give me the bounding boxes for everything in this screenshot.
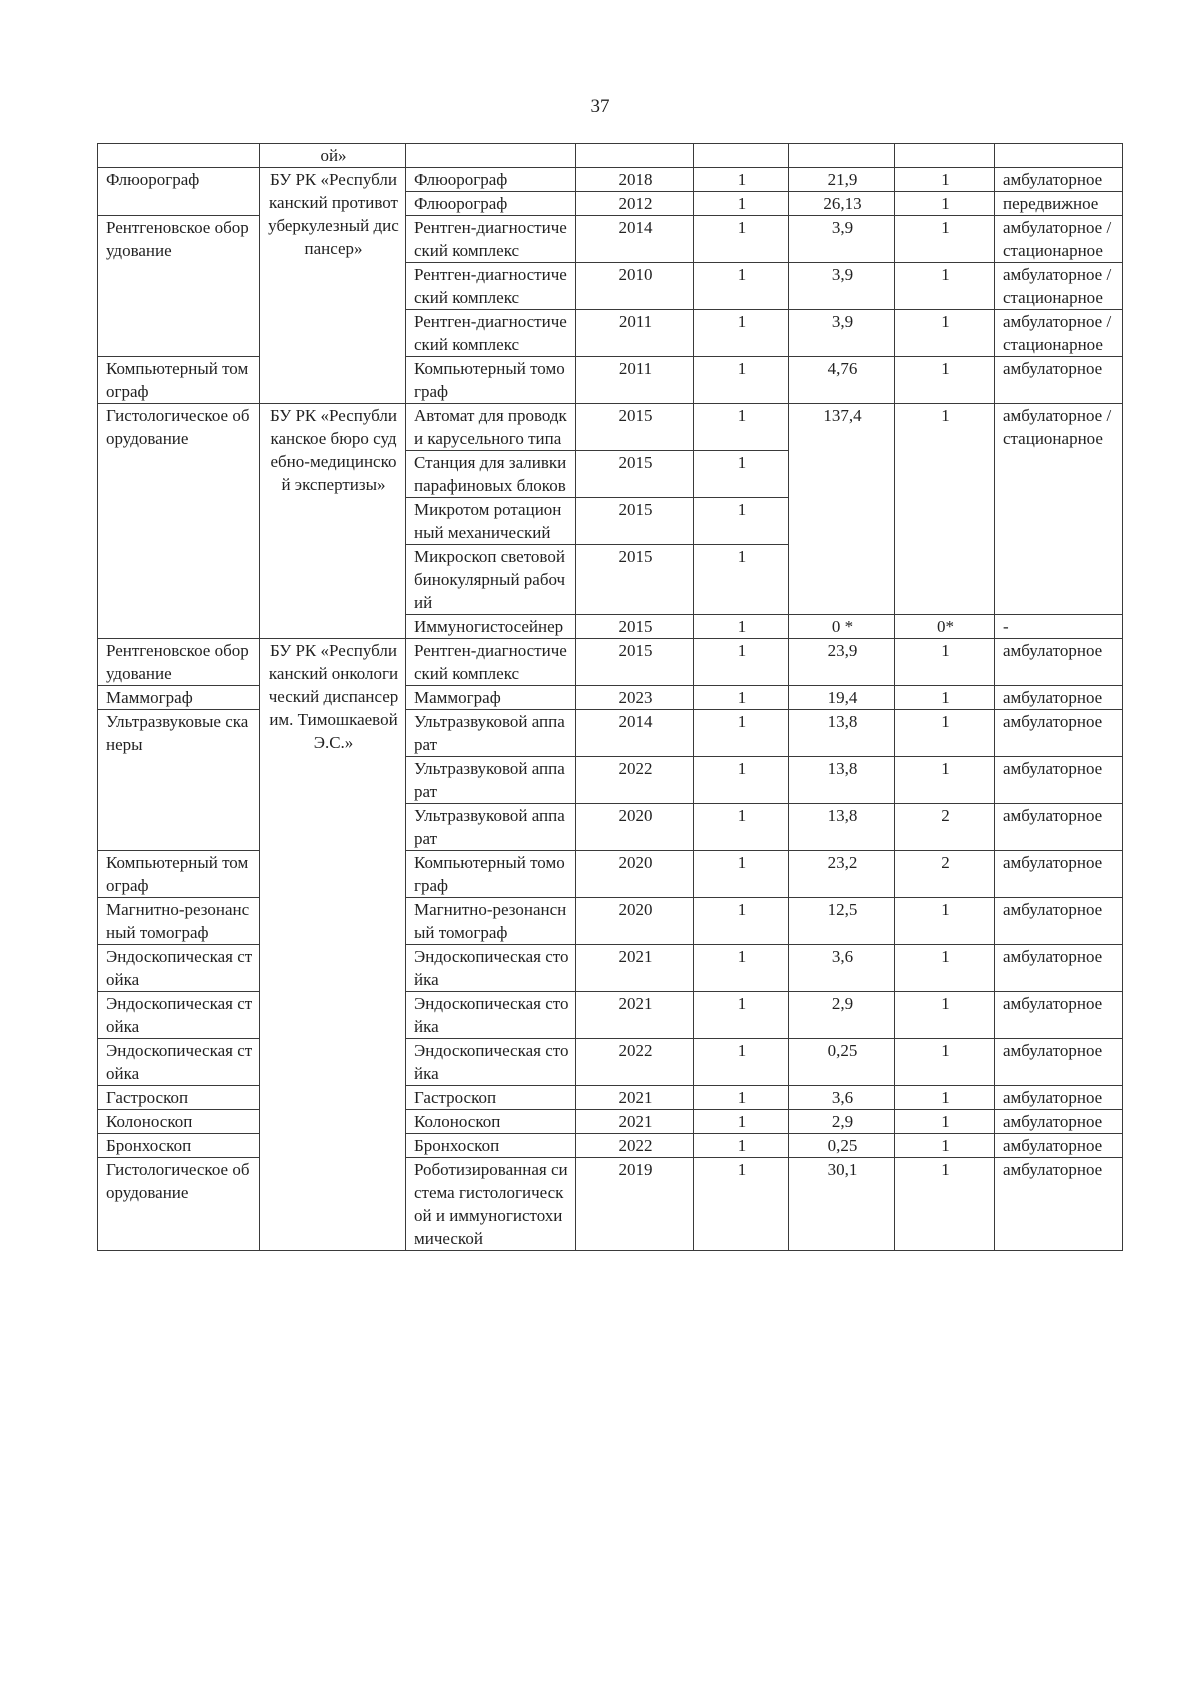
quantity-cell: 1	[694, 451, 789, 498]
quantity-cell: 1	[694, 639, 789, 686]
type-cell: амбулаторное	[995, 1134, 1123, 1158]
equipment-cell: Рентген-диагностический комплекс	[406, 639, 576, 686]
type-cell: амбулаторное	[995, 804, 1123, 851]
table-row	[98, 357, 1123, 404]
equipment-cell: Роботизированная система гистологической и иммуногистохимической	[406, 1158, 576, 1251]
wear-cell: 13,8	[789, 804, 895, 851]
load-cell	[895, 144, 995, 168]
equipment-cell: Микротом ротационный механический	[406, 498, 576, 545]
quantity-cell: 1	[694, 851, 789, 898]
type-cell: амбулаторное	[995, 639, 1123, 686]
table-row	[98, 1039, 1123, 1086]
load-cell: 1	[895, 263, 995, 310]
year-cell: 2015	[576, 639, 694, 686]
load-cell: 1	[895, 1110, 995, 1134]
category-cell: Рентгеновское оборудование	[98, 639, 260, 686]
type-cell: амбулаторное	[995, 1039, 1123, 1086]
year-cell: 2020	[576, 898, 694, 945]
load-cell: 2	[895, 851, 995, 898]
equipment-cell: Рентген-диагностический комплекс	[406, 263, 576, 310]
load-cell: 1	[895, 1086, 995, 1110]
load-cell: 1	[895, 992, 995, 1039]
equipment-cell: Ультразвуковой аппарат	[406, 710, 576, 757]
year-cell: 2019	[576, 1158, 694, 1251]
table-row	[98, 639, 1123, 686]
table-row	[98, 945, 1123, 992]
equipment-cell: Гастроскоп	[406, 1086, 576, 1110]
table-row	[98, 710, 1123, 757]
year-cell: 2010	[576, 263, 694, 310]
quantity-cell: 1	[694, 192, 789, 216]
load-cell: 2	[895, 804, 995, 851]
category-cell: Гистологическое оборудование	[98, 1158, 260, 1251]
quantity-cell: 1	[694, 898, 789, 945]
quantity-cell: 1	[694, 757, 789, 804]
load-cell: 1	[895, 710, 995, 757]
wear-cell: 2,9	[789, 992, 895, 1039]
equipment-cell: Станция для заливки парафиновых блоков	[406, 451, 576, 498]
equipment-cell: Эндоскопическая стойка	[406, 1039, 576, 1086]
load-cell: 1	[895, 945, 995, 992]
equipment-cell: Магнитно-резонансный томограф	[406, 898, 576, 945]
organization-cell: БУ РК «Республиканский онкологический диспансер им. Тимошкаевой Э.С.»	[260, 639, 406, 1251]
load-cell: 1	[895, 404, 995, 615]
year-cell: 2021	[576, 992, 694, 1039]
year-cell: 2015	[576, 451, 694, 498]
category-cell: Флюорограф	[98, 168, 260, 216]
quantity-cell	[694, 144, 789, 168]
equipment-cell: Эндоскопическая стойка	[406, 992, 576, 1039]
page-number: 37	[590, 96, 610, 117]
equipment-cell	[406, 144, 576, 168]
organization-cell: ой»	[260, 144, 406, 168]
type-cell: амбулаторное	[995, 898, 1123, 945]
category-cell	[98, 144, 260, 168]
load-cell: 1	[895, 1039, 995, 1086]
load-cell: 1	[895, 639, 995, 686]
table-row	[98, 404, 1123, 451]
type-cell: амбулаторное / стационарное	[995, 216, 1123, 263]
year-cell: 2015	[576, 545, 694, 615]
load-cell: 1	[895, 1134, 995, 1158]
category-cell: Бронхоскоп	[98, 1134, 260, 1158]
year-cell: 2011	[576, 357, 694, 404]
quantity-cell: 1	[694, 216, 789, 263]
year-cell: 2022	[576, 1039, 694, 1086]
year-cell: 2022	[576, 757, 694, 804]
table-row	[98, 1158, 1123, 1251]
equipment-cell: Маммограф	[406, 686, 576, 710]
table-row	[98, 851, 1123, 898]
year-cell: 2020	[576, 804, 694, 851]
equipment-cell: Компьютерный томограф	[406, 851, 576, 898]
quantity-cell: 1	[694, 1039, 789, 1086]
quantity-cell: 1	[694, 992, 789, 1039]
equipment-cell: Флюорограф	[406, 168, 576, 192]
category-cell: Ультразвуковые сканеры	[98, 710, 260, 851]
year-cell: 2015	[576, 615, 694, 639]
equipment-cell: Компьютерный томограф	[406, 357, 576, 404]
year-cell: 2023	[576, 686, 694, 710]
equipment-cell: Флюорограф	[406, 192, 576, 216]
wear-cell: 3,6	[789, 945, 895, 992]
load-cell: 1	[895, 168, 995, 192]
category-cell: Гастроскоп	[98, 1086, 260, 1110]
year-cell: 2014	[576, 710, 694, 757]
organization-cell: БУ РК «Республиканский противотуберкулезный диспансер»	[260, 168, 406, 404]
type-cell: амбулаторное	[995, 1158, 1123, 1251]
year-cell: 2021	[576, 1110, 694, 1134]
wear-cell: 23,2	[789, 851, 895, 898]
quantity-cell: 1	[694, 1110, 789, 1134]
wear-cell: 0,25	[789, 1134, 895, 1158]
category-cell: Маммограф	[98, 686, 260, 710]
load-cell: 1	[895, 357, 995, 404]
quantity-cell: 1	[694, 615, 789, 639]
year-cell	[576, 144, 694, 168]
type-cell: амбулаторное	[995, 1086, 1123, 1110]
type-cell: передвижное	[995, 192, 1123, 216]
type-cell: амбулаторное	[995, 757, 1123, 804]
table-row	[98, 1086, 1123, 1110]
wear-cell: 12,5	[789, 898, 895, 945]
quantity-cell: 1	[694, 168, 789, 192]
quantity-cell: 1	[694, 945, 789, 992]
year-cell: 2012	[576, 192, 694, 216]
table-row	[98, 1134, 1123, 1158]
year-cell: 2015	[576, 498, 694, 545]
load-cell: 1	[895, 1158, 995, 1251]
wear-cell	[789, 144, 895, 168]
type-cell: амбулаторное / стационарное	[995, 404, 1123, 615]
type-cell: -	[995, 615, 1123, 639]
year-cell: 2021	[576, 945, 694, 992]
type-cell: амбулаторное	[995, 710, 1123, 757]
wear-cell: 19,4	[789, 686, 895, 710]
load-cell: 1	[895, 192, 995, 216]
table-row	[98, 144, 1123, 168]
quantity-cell: 1	[694, 804, 789, 851]
type-cell: амбулаторное	[995, 357, 1123, 404]
type-cell	[995, 144, 1123, 168]
wear-cell: 23,9	[789, 639, 895, 686]
wear-cell: 3,6	[789, 1086, 895, 1110]
year-cell: 2022	[576, 1134, 694, 1158]
wear-cell: 13,8	[789, 710, 895, 757]
category-cell: Компьютерный томограф	[98, 357, 260, 404]
type-cell: амбулаторное	[995, 992, 1123, 1039]
wear-cell: 2,9	[789, 1110, 895, 1134]
organization-cell: БУ РК «Республиканское бюро судебно-медицинской экспертизы»	[260, 404, 406, 639]
equipment-cell: Колоноскоп	[406, 1110, 576, 1134]
equipment-cell: Микроскоп световой бинокулярный рабочий	[406, 545, 576, 615]
wear-cell: 137,4	[789, 404, 895, 615]
category-cell: Рентгеновское оборудование	[98, 216, 260, 357]
table-row	[98, 1110, 1123, 1134]
quantity-cell: 1	[694, 1086, 789, 1110]
wear-cell: 21,9	[789, 168, 895, 192]
category-cell: Гистологическое оборудование	[98, 404, 260, 639]
year-cell: 2018	[576, 168, 694, 192]
wear-cell: 30,1	[789, 1158, 895, 1251]
type-cell: амбулаторное	[995, 1110, 1123, 1134]
load-cell: 1	[895, 216, 995, 263]
quantity-cell: 1	[694, 710, 789, 757]
wear-cell: 4,76	[789, 357, 895, 404]
quantity-cell: 1	[694, 1134, 789, 1158]
type-cell: амбулаторное	[995, 945, 1123, 992]
year-cell: 2011	[576, 310, 694, 357]
equipment-cell: Рентген-диагностический комплекс	[406, 310, 576, 357]
quantity-cell: 1	[694, 1158, 789, 1251]
wear-cell: 13,8	[789, 757, 895, 804]
type-cell: амбулаторное	[995, 168, 1123, 192]
wear-cell: 3,9	[789, 263, 895, 310]
category-cell: Эндоскопическая стойка	[98, 945, 260, 992]
quantity-cell: 1	[694, 357, 789, 404]
wear-cell: 0 *	[789, 615, 895, 639]
type-cell: амбулаторное / стационарное	[995, 310, 1123, 357]
category-cell: Колоноскоп	[98, 1110, 260, 1134]
category-cell: Эндоскопическая стойка	[98, 1039, 260, 1086]
year-cell: 2015	[576, 404, 694, 451]
table-row	[98, 898, 1123, 945]
equipment-table	[97, 143, 1123, 1251]
equipment-cell: Ультразвуковой аппарат	[406, 804, 576, 851]
type-cell: амбулаторное / стационарное	[995, 263, 1123, 310]
wear-cell: 0,25	[789, 1039, 895, 1086]
equipment-cell: Рентген-диагностический комплекс	[406, 216, 576, 263]
table-row	[98, 686, 1123, 710]
table-row	[98, 168, 1123, 192]
equipment-cell: Ультразвуковой аппарат	[406, 757, 576, 804]
load-cell: 0*	[895, 615, 995, 639]
year-cell: 2020	[576, 851, 694, 898]
load-cell: 1	[895, 757, 995, 804]
category-cell: Эндоскопическая стойка	[98, 992, 260, 1039]
category-cell: Компьютерный томограф	[98, 851, 260, 898]
year-cell: 2014	[576, 216, 694, 263]
wear-cell: 3,9	[789, 216, 895, 263]
equipment-cell: Иммуногистосейнер	[406, 615, 576, 639]
quantity-cell: 1	[694, 310, 789, 357]
table-row	[98, 216, 1123, 263]
year-cell: 2021	[576, 1086, 694, 1110]
quantity-cell: 1	[694, 498, 789, 545]
equipment-cell: Автомат для проводки карусельного типа	[406, 404, 576, 451]
type-cell: амбулаторное	[995, 686, 1123, 710]
load-cell: 1	[895, 686, 995, 710]
wear-cell: 26,13	[789, 192, 895, 216]
table-row	[98, 992, 1123, 1039]
load-cell: 1	[895, 898, 995, 945]
equipment-cell: Эндоскопическая стойка	[406, 945, 576, 992]
quantity-cell: 1	[694, 263, 789, 310]
equipment-cell: Бронхоскоп	[406, 1134, 576, 1158]
load-cell: 1	[895, 310, 995, 357]
type-cell: амбулаторное	[995, 851, 1123, 898]
wear-cell: 3,9	[789, 310, 895, 357]
quantity-cell: 1	[694, 545, 789, 615]
quantity-cell: 1	[694, 404, 789, 451]
category-cell: Магнитно-резонансный томограф	[98, 898, 260, 945]
quantity-cell: 1	[694, 686, 789, 710]
